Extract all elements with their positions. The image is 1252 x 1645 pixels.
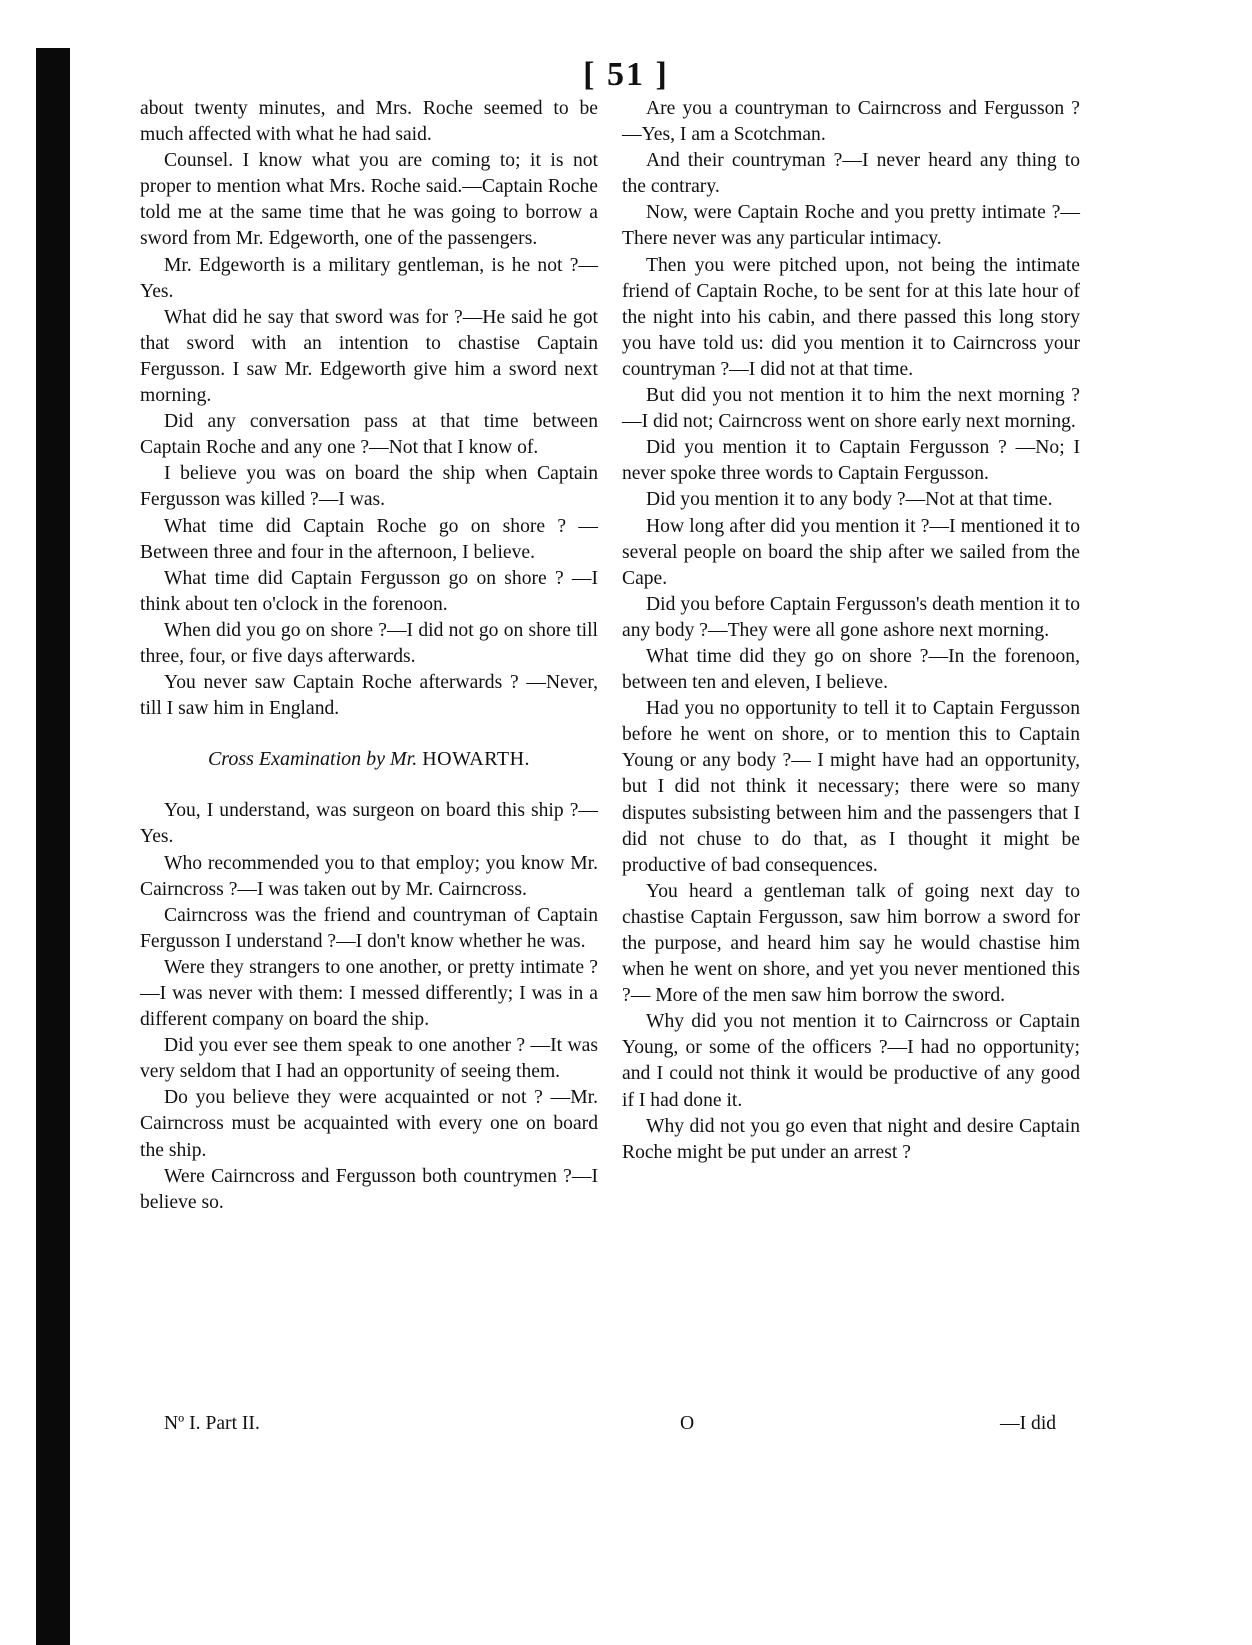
paragraph: How long after did you mention it ?—I mentioned it to several people on board the ship after we sailed from the Cape.	[622, 515, 1080, 589]
paragraph: about twenty minutes, and Mrs. Roche seemed to be much affected with what he had said.	[140, 98, 598, 146]
paragraph: Did you mention it to Captain Fergusson ? —No; I never spoke three words to Captain Fergusson.	[622, 437, 1080, 485]
section-heading	[140, 746, 598, 772]
paragraph: Did you before Captain Fergusson's death mention it to any body ?—They were all gone ashore next morning.	[622, 593, 1080, 641]
paragraph: Do you believe they were acquainted or not ? —Mr. Cairncross must be acquainted with every one on board the ship.	[140, 1087, 598, 1161]
paragraph: Were they strangers to one another, or pretty intimate ?—I was never with them: I messed differently; I was in a different company on board the ship.	[140, 956, 598, 1031]
catchword: —I did	[1000, 1413, 1057, 1434]
paragraph: And their countryman ?—I never heard any thing to the contrary.	[622, 150, 1080, 198]
paragraph: When did you go on shore ?—I did not go on shore till three, four, or five days afterwards.	[140, 619, 598, 667]
paragraph: Then you were pitched upon, not being the intimate friend of Captain Roche, to be sent for at this late hour of the night into his cabin, and there passed this long story you have told us: did you mention it to Cairncross your countryman ?—I did not at that time.	[622, 254, 1080, 380]
paragraph: But did you not mention it to him the next morning ?—I did not; Cairncross went on shore early next morning.	[622, 385, 1080, 433]
paragraph: Had you no opportunity to tell it to Captain Fergusson before he went on shore, or to mention this to Captain Young or any body ?— I might have had an opportunity, but I did not think it necessary; there were so many disputes subsisting between him and the passengers that I did not chuse to do that, as I thought it might be productive of bad consequences.	[622, 698, 1080, 876]
paragraph: Were Cairncross and Fergusson both countrymen ?—I believe so.	[140, 1165, 598, 1213]
paragraph: Mr. Edgeworth is a military gentleman, is he not ?—Yes.	[140, 254, 598, 302]
paragraph: Are you a countryman to Cairncross and Fergusson ?—Yes, I am a Scotchman.	[622, 98, 1080, 146]
paragraph: Why did you not mention it to Cairncross or Captain Young, or some of the officers ?—I had no opportunity; and I could not think it would be productive of any good if I had done it.	[622, 1011, 1080, 1111]
paragraph: What time did they go on shore ?—In the forenoon, between ten and eleven, I believe.	[622, 645, 1080, 694]
paragraph: What did he say that sword was for ?—He said he got that sword with an intention to chastise Captain Fergusson. I saw Mr. Edgeworth give him a sword next morning.	[140, 306, 598, 407]
paragraph: Why did not you go even that night and desire Captain Roche might be put under an arrest ?	[622, 1115, 1080, 1163]
paragraph: Now, were Captain Roche and you pretty intimate ?—There never was any particular intimacy.	[622, 202, 1080, 250]
paragraph: What time did Captain Fergusson go on shore ? —I think about ten o'clock in the forenoon.	[140, 567, 598, 615]
paragraph: You heard a gentleman talk of going next day to chastise Captain Fergusson, saw him borrow a sword for the purpose, and heard him say he would chastise him when he went on shore, and yet you never mentioned this ?— More of the men saw him borrow the sword.	[622, 880, 1080, 1007]
paragraph: Counsel. I know what you are coming to; it is not proper to mention what Mrs. Roche said.—Captain Roche told me at the same time that he was going to borrow a sword from Mr. Edgeworth, one of the passengers.	[140, 150, 598, 250]
page-number: [ 51 ]	[583, 56, 669, 93]
paragraph: Did you ever see them speak to one another ? —It was very seldom that I had an opportunity of seeing them.	[140, 1035, 598, 1083]
paragraph: Cairncross was the friend and countryman of Captain Fergusson I understand ?—I don't know whether he was.	[140, 904, 598, 952]
signature-mark: O	[680, 1413, 695, 1434]
signature-line: Nº I. Part II.	[164, 1413, 260, 1434]
paragraph: You, I understand, was surgeon on board this ship ?—Yes.	[140, 800, 598, 848]
paragraph: Did any conversation pass at that time between Captain Roche and any one ?—Not that I know of.	[140, 411, 598, 459]
left-column	[140, 96, 598, 1216]
paragraph: Did you mention it to any body ?—Not at that time.	[646, 489, 1053, 511]
scan-edge-shadow	[36, 48, 70, 1645]
paragraph: I believe you was on board the ship when Captain Fergusson was killed ?—I was.	[140, 463, 598, 511]
paragraph: Who recommended you to that employ; you know Mr. Cairncross ?—I was taken out by Mr. Cairncross.	[140, 852, 598, 900]
heading-italic: Cross Examination by Mr.	[207, 748, 418, 771]
paragraph: What time did Captain Roche go on shore ? —Between three and four in the afternoon, I believe.	[140, 515, 598, 563]
right-column	[622, 96, 1080, 1166]
heading-name: HOWARTH.	[422, 748, 531, 771]
paragraph: You never saw Captain Roche afterwards ? —Never, till I saw him in England.	[140, 672, 598, 720]
